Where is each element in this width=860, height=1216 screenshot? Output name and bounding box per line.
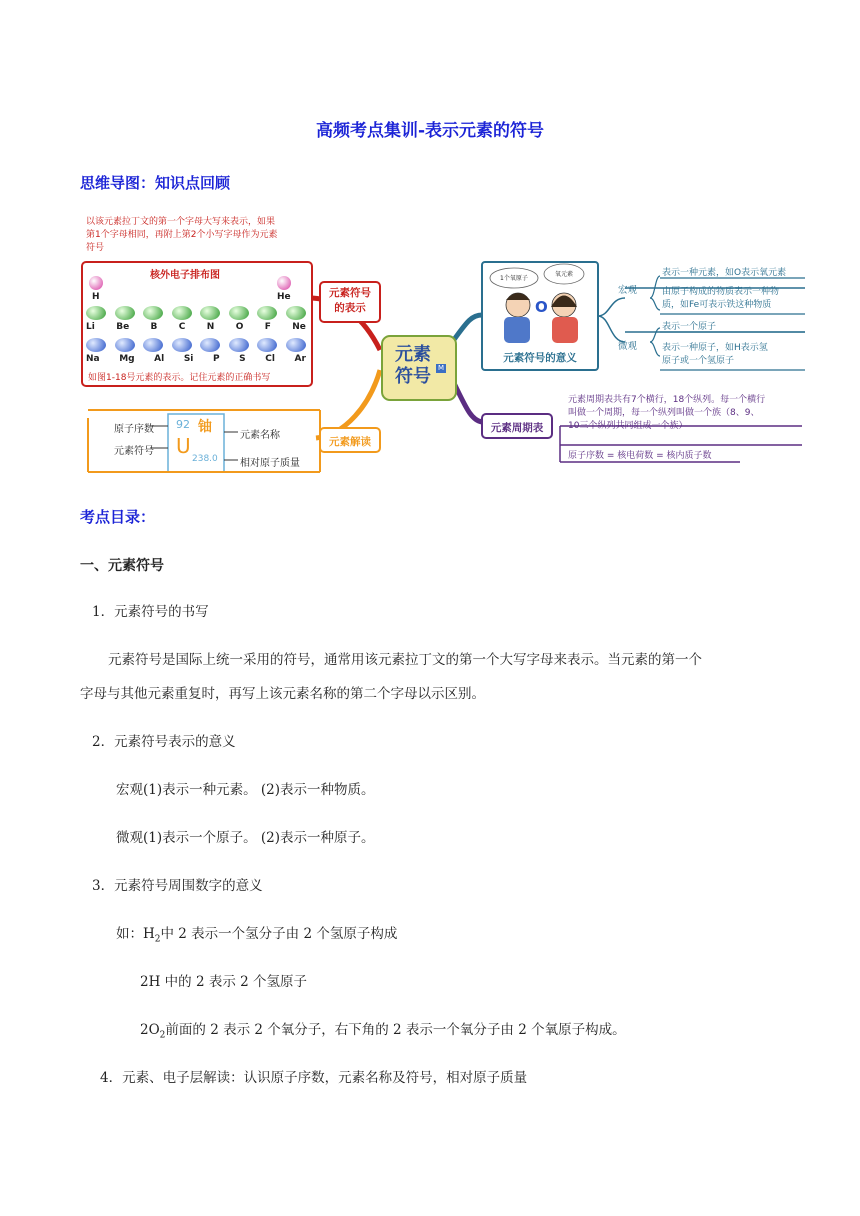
atom-label: B (150, 322, 158, 332)
atom-label: F (264, 322, 271, 332)
item-1-body-line-2: 字母与其他元素重复时，再写上该元素名称的第二个字母以示区别。 (80, 686, 485, 702)
branch-symbol-repr-l2: 的表示 (334, 302, 366, 314)
branch-symbol-repr-l1: 元素符号 (329, 287, 371, 299)
periodic-text-l1: 元素周期表共有7个横行，18个纵列。每一个横行 (568, 395, 766, 405)
item-1-title: 1．元素符号的书写 (92, 604, 209, 620)
atom-ball (143, 306, 163, 320)
atom-label: Be (116, 322, 130, 332)
atom-label: Ar (294, 354, 306, 364)
atom-ball-h (89, 276, 103, 290)
cell-number: 92 (176, 418, 190, 431)
atom-label: He (277, 292, 291, 302)
atom-ball (86, 306, 106, 320)
cell-label-number: 原子序数 (114, 424, 154, 435)
micro-item-2-l1: 表示一种原子，如H表示氢 (662, 343, 768, 353)
section-1-heading: 一、元素符号 (80, 558, 164, 574)
micro-label: 微观 (618, 341, 638, 352)
atom-label: S (239, 354, 246, 364)
micro-item-2-l2: 原子或一个氢原子 (662, 356, 735, 366)
atom-ball (229, 306, 249, 320)
atom-label: Ne (292, 322, 306, 332)
macro-item-2-l2: 质，如Fe可表示铁这种物质 (662, 300, 772, 310)
cell-label-mass: 相对原子质量 (240, 458, 300, 469)
cell-label-symbol: 元素符号 (114, 446, 154, 457)
atom-label: Na (86, 354, 100, 364)
atom-ball (257, 338, 277, 352)
macro-item-2-l1: 由原子构成的物质表示一种物 (662, 287, 780, 297)
item-4-title: 4．元素、电子层解读：认识原子序数，元素名称及符号，相对原子质量 (100, 1070, 528, 1086)
atom-label: Mg (119, 354, 135, 364)
mm-note-line-3: 符号 (86, 243, 105, 253)
atom-ball (172, 306, 192, 320)
atom-ball (200, 338, 220, 352)
atom-ball (115, 338, 135, 352)
cell-symbol: U (176, 434, 191, 458)
periodic-text-l3: 10三个纵列共同组成一个族） (568, 421, 688, 431)
periodic-formula: 原子序数 = 核电荷数 = 核内质子数 (568, 451, 712, 461)
atom-row-2-labels (86, 322, 306, 332)
mm-table-title: 核外电子排布图 (150, 270, 220, 281)
item-3-line-1-a: 如：H (116, 926, 155, 942)
periodic-text-l2: 叫做一个周期，每一个纵列叫做一个族（8、9、 (568, 408, 760, 418)
atom-label: P (212, 354, 220, 364)
atom-ball (286, 306, 306, 320)
mm-note-line-1: 以该元素拉丁文的第一个字母大写来表示，如果 (86, 217, 276, 227)
mm-table-caption: 如图1-18号元素的表示。记住元素的正确书写 (88, 373, 271, 383)
atom-ball (115, 306, 135, 320)
item-3-title: 3．元素符号周围数字的意义 (92, 878, 263, 894)
cell-label-name: 元素名称 (240, 430, 280, 441)
atom-label: N (206, 322, 215, 332)
branch-periodic-label: 元素周期表 (490, 422, 544, 434)
item-2-line-1: 宏观(1)表示一种元素。 (2)表示一种物质。 (116, 782, 375, 798)
item-3-line-1-sub: 2 (154, 934, 161, 945)
item-2-line-2: 微观(1)表示一个原子。 (2)表示一种原子。 (116, 830, 375, 846)
center-letter: O (535, 298, 548, 316)
bubble-1: 1个氧原子 (500, 275, 528, 282)
bubble-2: 氧元素 (555, 271, 574, 278)
atom-row-3 (86, 338, 306, 352)
item-3-line-3 (140, 1020, 626, 1046)
micro-item-1: 表示一个原子 (662, 322, 717, 332)
atom-ball (200, 306, 220, 320)
toc-heading: 考点目录： (80, 508, 156, 526)
branch-meaning-label: 元素符号的意义 (503, 352, 577, 364)
mindmap-heading: 思维导图：知识点回顾 (80, 174, 231, 192)
atom-label: H (92, 292, 100, 302)
center-node-l2: 符号 (395, 366, 431, 387)
atom-label: Cl (265, 354, 275, 364)
item-3-line-3-sub: 2 (159, 1030, 166, 1041)
atom-ball (143, 338, 163, 352)
item-3-line-1 (116, 924, 397, 950)
atom-ball (257, 306, 277, 320)
atom-row-3-labels (86, 354, 306, 364)
item-2-title: 2．元素符号表示的意义 (92, 734, 236, 750)
atom-ball (172, 338, 192, 352)
atom-ball-he (277, 276, 291, 290)
item-3-line-2: 2H 中的 2 表示 2 个氢原子 (140, 974, 307, 990)
item-3-line-3-b: 前面的 2 表示 2 个氧分子，右下角的 2 表示一个氧分子由 2 个氧原子构成。 (165, 1022, 626, 1038)
atom-label: C (178, 322, 186, 332)
atom-row-2 (86, 306, 306, 320)
item-3-line-1-b: 中 2 表示一个氢分子由 2 个氢原子构成 (160, 926, 398, 942)
atom-ball (229, 338, 249, 352)
cell-mass: 238.0 (192, 454, 218, 464)
cell-name: 铀 (198, 419, 212, 435)
center-node-l1: 元素 (395, 344, 431, 365)
atom-label: Si (183, 354, 194, 364)
macro-item-1: 表示一种元素，如O表示氧元素 (662, 268, 787, 278)
page-title: 高频考点集训-表示元素的符号 (315, 121, 545, 141)
atom-label: O (235, 322, 244, 332)
branch-element-reading-label: 元素解读 (329, 436, 371, 448)
item-3-line-3-a: 2O (140, 1022, 160, 1038)
atom-label: Li (86, 322, 95, 332)
atom-ball (286, 338, 306, 352)
macro-label: 宏观 (618, 285, 638, 296)
item-1-body-line-1: 元素符号是国际上统一采用的符号，通常用该元素拉丁文的第一个大写字母来表示。当元素的第一个 (108, 652, 702, 668)
mindmap-figure (80, 210, 810, 480)
atom-label: Al (154, 354, 165, 364)
center-badge: M (437, 364, 445, 372)
atom-ball (86, 338, 106, 352)
mm-note-line-2: 第1个字母相同，再附上第2个小写字母作为元素 (86, 230, 278, 240)
